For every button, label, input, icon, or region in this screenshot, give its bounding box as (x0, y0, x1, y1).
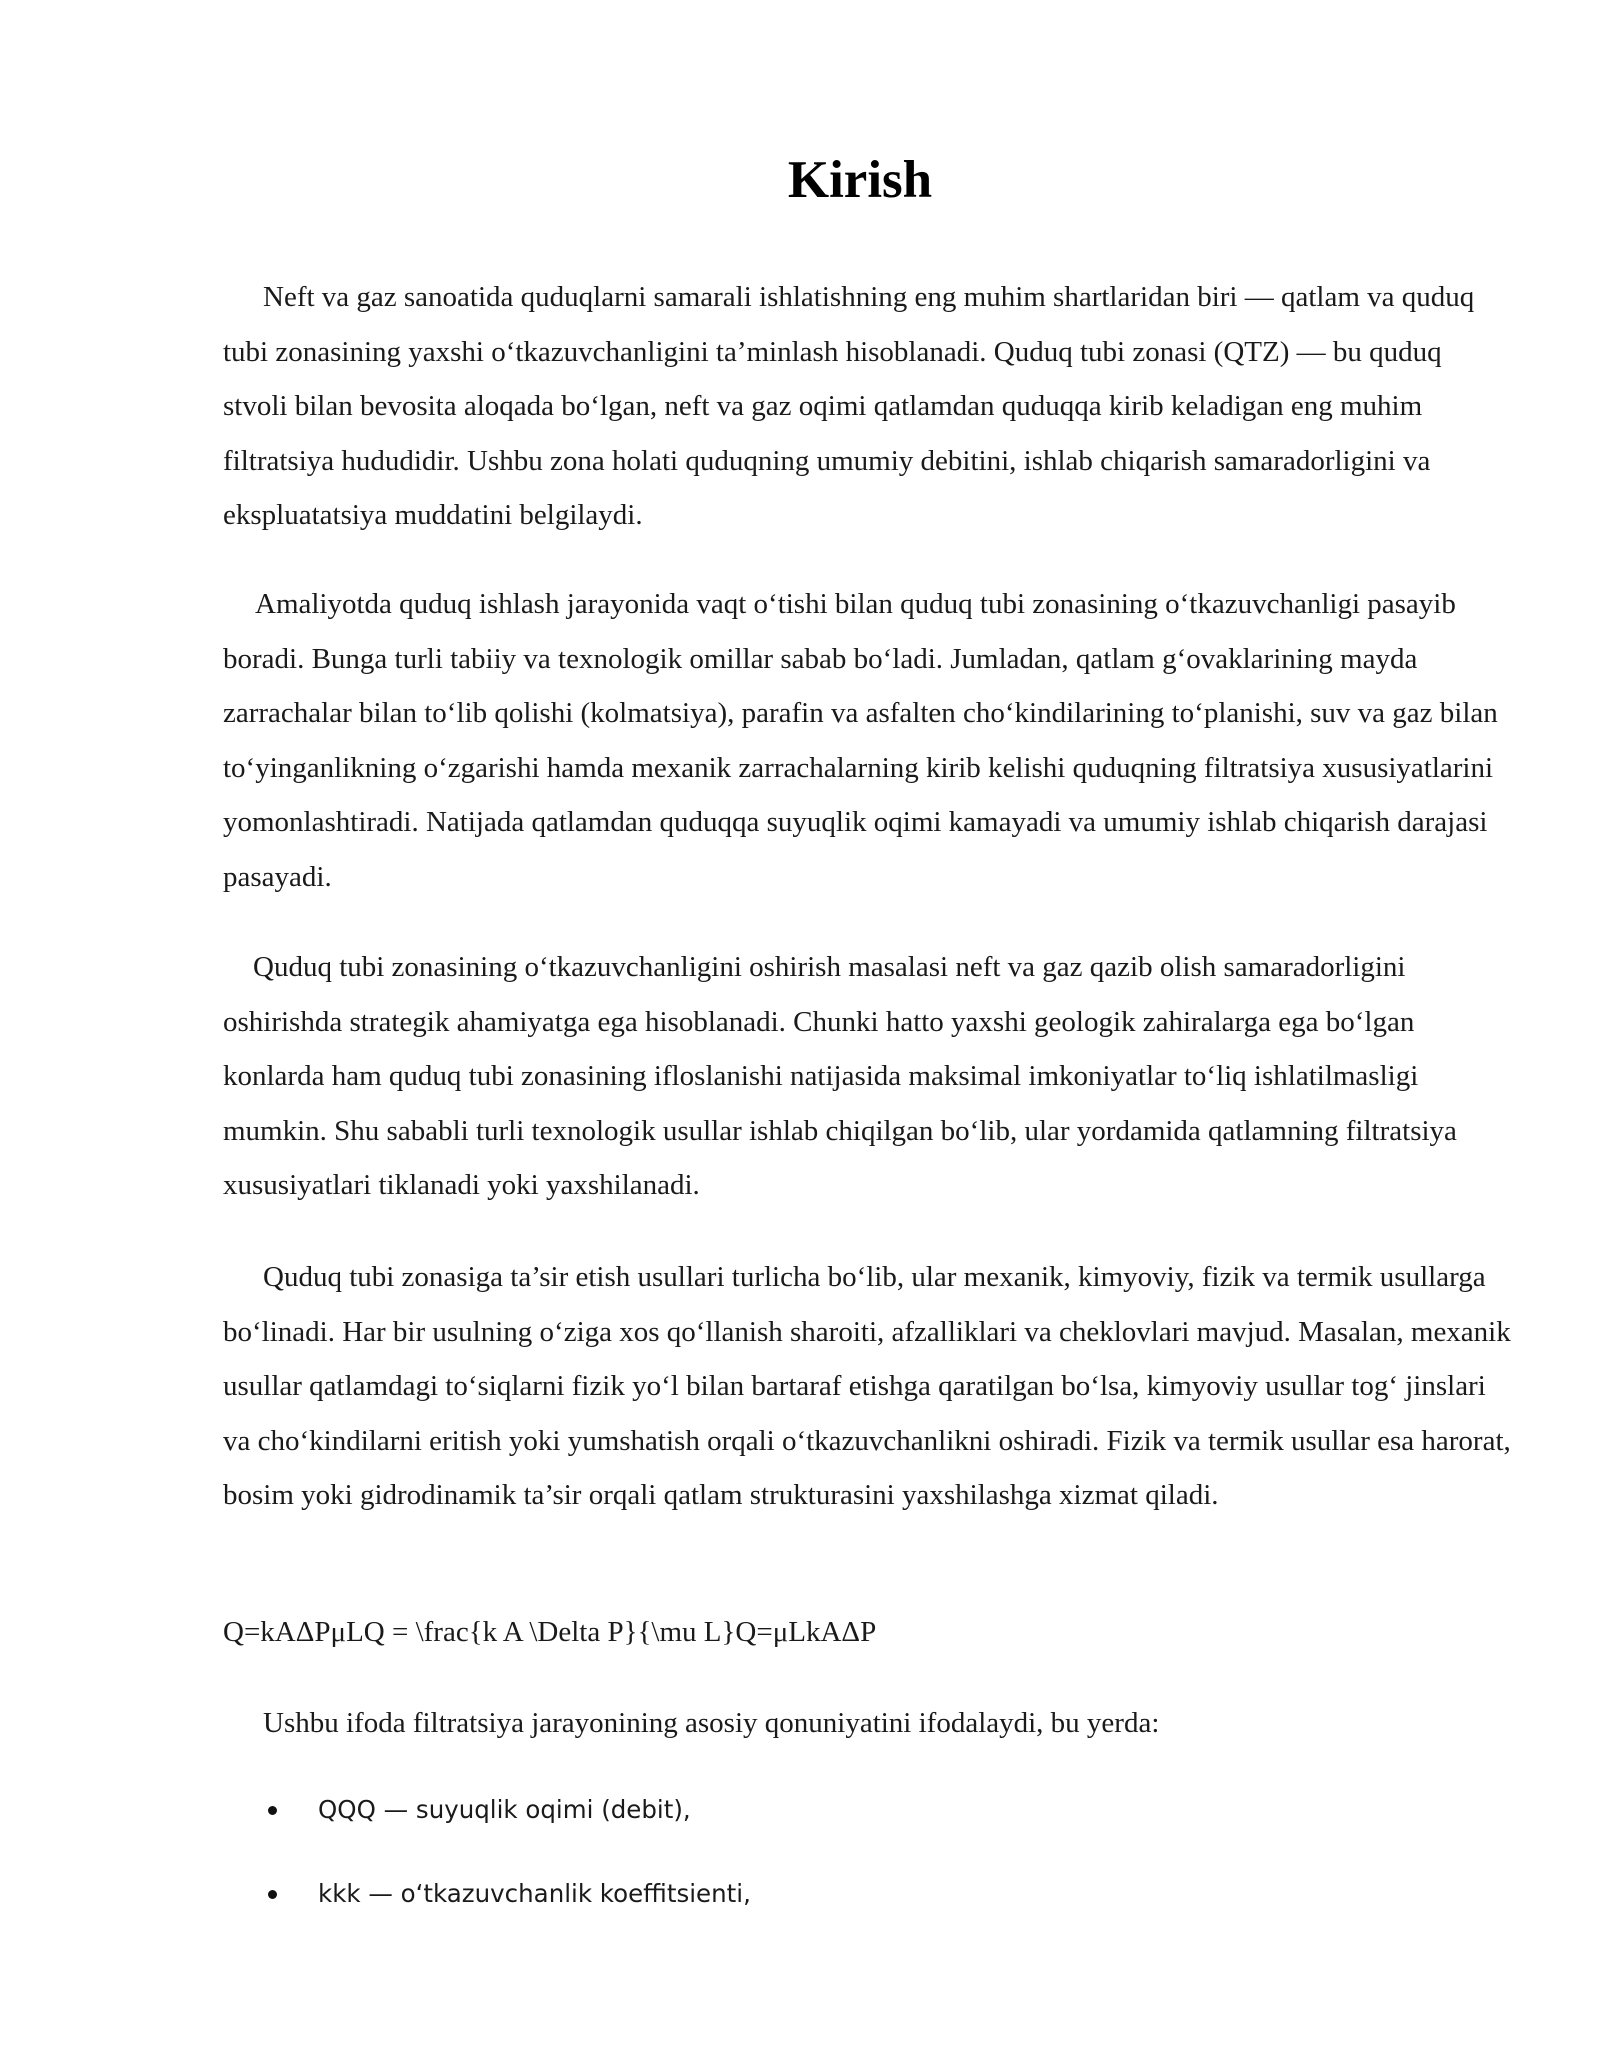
paragraph-2: Amaliyotda quduq ishlash jarayonida vaqt o‘tishi bilan quduq tubi zonasining o‘tkazuvchanligi pasayib boradi. Bunga turli tabiiy va texnologik omillar sabab bo‘ladi. Jumladan, qatlam g‘ovaklarining mayda zarrachalar bilan to‘lib qolishi (kolmatsiya), parafin va asfalten cho‘kindilarining to‘planishi, suv va gaz bilan to‘yinganlikning o‘zgarishi hamda mexanik zarrachalarning kirib kelishi quduqning filtratsiya xususiyatlarini yomonlashtiradi. Natijada qatlamdan quduqqa suyuqlik oqimi kamayadi va umumiy ishlab chiqarish darajasi pasayadi. (223, 588, 1498, 893)
formula-explanation: Ushbu ifoda filtratsiya jarayonining asosiy qonuniyatini ifodalaydi, bu yerda: (263, 1707, 1160, 1739)
bullet-icon (268, 1806, 277, 1815)
paragraph-4: Quduq tubi zonasiga ta’sir etish usullari turlicha bo‘lib, ular mexanik, kimyoviy, fizik va termik usullarga bo‘linadi. Har bir usulning o‘ziga xos qo‘llanish sharoiti, afzalliklari va cheklovlari mavjud. Masalan, mexanik usullar qatlamdagi to‘siqlarni fizik yo‘l bilan bartaraf etishga qaratilgan bo‘lsa, kimyoviy usullar tog‘ jinslari va cho‘kindilarni eritish yoki yumshatish orqali o‘tkazuvchanlikni oshiradi. Fizik va termik usullar esa harorat, bosim yoki gidrodinamik ta’sir orqali qatlam strukturasini yaxshilashga xizmat qiladi. (223, 1261, 1511, 1511)
paragraph-1: Neft va gaz sanoatida quduqlarni samarali ishlatishning eng muhim shartlaridan biri — qatlam va quduq tubi zonasining yaxshi o‘tkazuvchanligini ta’minlash hisoblanadi. Quduq tubi zonasi (QTZ) — bu quduq stvoli bilan bevosita aloqada bo‘lgan, neft va gaz oqimi qatlamdan quduqqa kirib keladigan eng muhim filtratsiya hududidir. Ushbu zona holati quduqning umumiy debitini, ishlab chiqarish samaradorligini va ekspluatatsiya muddatini belgilaydi. (223, 281, 1475, 531)
bullet-icon (268, 1890, 277, 1899)
list-item-text: QQQ — suyuqlik oqimi (debit), (318, 1795, 691, 1824)
document-title: Kirish (787, 151, 933, 209)
paragraph-3: Quduq tubi zonasining o‘tkazuvchanligini oshirish masalasi neft va gaz qazib olish samaradorligini oshirishda strategik ahamiyatga ega hisoblanadi. Chunki hatto yaxshi geologik zahiralarga ega bo‘lgan konlarda ham quduq tubi zonasining ifloslanishi natijasida maksimal imkoniyatlar to‘liq ishlatilmasligi mumkin. Shu sababli turli texnologik usullar ishlab chiqilgan bo‘lib, ular yordamida qatlamning filtratsiya xususiyatlari tiklanadi yoki yaxshilanadi. (223, 951, 1457, 1201)
list-item-text: kkk — o‘tkazuvchanlik koeffitsienti, (318, 1879, 751, 1908)
filtration-formula: Q=kAΔPμLQ = \frac{k A \Delta P}{\mu L}Q=μLkAΔP (223, 1616, 877, 1648)
